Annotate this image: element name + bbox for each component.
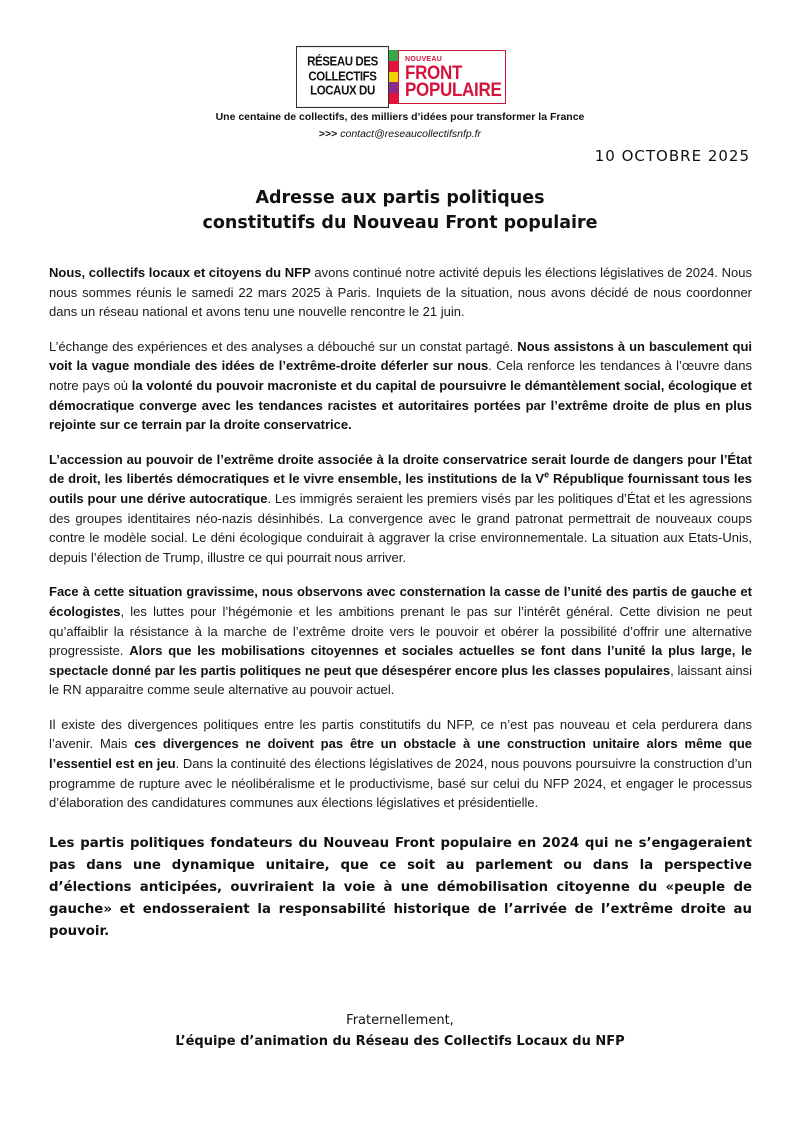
contact-arrows: >>> bbox=[318, 128, 338, 140]
body-text: L’échange des expériences et des analyses a débouché sur un constat partagé. bbox=[49, 338, 518, 354]
bold-text: Nous assistons à un basculement qui voit la vague mondiale des idées de l’extrême-droite déferler sur nous bbox=[49, 338, 752, 374]
paragraph-4 bbox=[49, 582, 752, 700]
bold-text: Face à cette situation gravissime, nous observons avec consternation la casse de l’unité des partis de gauche et écologistes bbox=[49, 584, 752, 619]
bold-text: République fournissant tous les outils pour une dérive autocratique bbox=[49, 471, 752, 506]
paragraph-2 bbox=[49, 337, 752, 435]
logo-reseau-block bbox=[296, 46, 389, 108]
logo-front: FRONT bbox=[405, 61, 463, 84]
bold-text: Nous, collectifs locaux et citoyens du NFP bbox=[49, 265, 311, 280]
final-paragraph: Les partis politiques fondateurs du Nouveau Front populaire en 2024 qui ne s’engageraient pas dans une dynamique unitaire, que ce soit au parlement ou dans la perspective d’élections anticipées, ouvriraient la voie à une démobilisation citoyenne du «peuple de gauche» et endosseraient la responsabilité historique de l’arrivée de l’extrême droite au pouvoir. bbox=[49, 835, 752, 939]
body-text: . Les immigrés seraient les premiers visés par les politiques d’État et les agressions des groupes identitaires néo-nazis désinhibés. La convergence avec le grand patronat permettrait de nouveaux coups contre le modèle social. Le déni écologique conduirait à aggraver la crise environnementale. La situation aux Etats-Unis, depuis l’élection de Trump, illustre ce qui pourrait nous arriver. bbox=[49, 490, 753, 565]
bold-text: L’accession au pouvoir de l’extrême droite associée à la droite conservatrice serait lourde de dangers pour l’État de droit, les libertés démocratiques et le vivre ensemble, les institutions de la V bbox=[49, 451, 752, 487]
contact-line bbox=[0, 128, 800, 140]
bold-text: la volonté du pouvoir macroniste et du capital de poursuivre le démantèlement social, écologique et démocratique converge avec les tendances racistes et autoritaires portées par l’extrême droite de plus en plus rejointe sur ce terrain par la droite conservatrice. bbox=[49, 377, 752, 433]
logo-nfp-block bbox=[398, 50, 506, 104]
stripe-purple bbox=[389, 82, 398, 93]
document-date: 10 OCTOBRE 2025 bbox=[594, 147, 750, 165]
body-text: , laissant ainsi le RN apparaitre comme seule alternative au pouvoir actuel. bbox=[49, 662, 752, 698]
closing bbox=[0, 1010, 800, 1052]
document-title bbox=[0, 186, 800, 236]
tagline: Une centaine de collectifs, des milliers d’idées pour transformer la France bbox=[215, 111, 585, 123]
bold-text: ces divergences ne doivent pas être un obstacle à une construction unitaire alors même que l’essentiel est en jeu bbox=[49, 736, 752, 772]
signature: L’équipe d’animation du Réseau des Collectifs Locaux du NFP bbox=[175, 1034, 625, 1049]
bold-text: Alors que les mobilisations citoyennes et sociales actuelles se font dans l’unité la plus large, le spectacle donné par les partis politiques ne peut que désespérer encore plus les classes populaires bbox=[49, 643, 752, 678]
stripe-yellow bbox=[389, 72, 398, 83]
logo-populaire: POPULAIRE bbox=[405, 78, 502, 101]
paragraph-5 bbox=[49, 715, 752, 813]
document-body bbox=[49, 263, 752, 958]
paragraph-1 bbox=[49, 263, 752, 322]
paragraph-3 bbox=[49, 450, 752, 568]
title-line-1: Adresse aux partis politiques bbox=[255, 188, 545, 208]
stripe-red bbox=[389, 61, 398, 72]
body-text: . Dans la continuité des élections législatives de 2024, nous pouvons poursuivre la construction d’un programme de rupture avec le néolibéralisme et le productivisme, basé sur celui du NFP 2024, et engager le processus d’élaboration des candidatures communes aux élections législatives et présidentielle. bbox=[49, 756, 752, 811]
superscript: e bbox=[544, 470, 550, 481]
logo-nouveau: NOUVEAU bbox=[405, 56, 443, 63]
body-text: avons continué notre activité depuis les élections législatives de 2024. Nous nous sommes réunis le samedi 22 mars 2025 à Paris. Inquiets de la situation, nous avons décidé de nous coordonner dans un réseau national et avons tenu une nouvelle rencontre le 21 juin. bbox=[49, 265, 752, 320]
contact-email-link[interactable]: contact@reseaucollectifsnfp.fr bbox=[340, 128, 482, 140]
logo-line: COLLECTIFS bbox=[308, 69, 377, 84]
logo-color-stripes bbox=[389, 50, 398, 104]
title-line-2: constitutifs du Nouveau Front populaire bbox=[202, 213, 598, 233]
logo bbox=[296, 50, 508, 106]
body-text: Il existe des divergences politiques entre les partis constitutifs du NFP, ce n’est pas nouveau et cela perdurera dans l’avenir. Mais bbox=[49, 716, 752, 752]
logo-line: LOCAUX DU bbox=[310, 84, 375, 98]
salutation: Fraternellement, bbox=[346, 1013, 454, 1028]
stripe-green bbox=[389, 50, 398, 61]
logo-line: RÉSEAU DES bbox=[307, 55, 378, 70]
body-text: , les luttes pour l’hégémonie et les ambitions prenant le pas sur l’intérêt général. Cette division ne peut qu’affaiblir la résistance à la marche de l’extrême droite vers le pouvoir et obérer la possibilité d’offrir une alternative progressiste. bbox=[49, 603, 752, 659]
body-text: . Cela renforce les tendances à l’œuvre dans notre pays où bbox=[49, 358, 753, 393]
stripe-red bbox=[389, 93, 398, 104]
